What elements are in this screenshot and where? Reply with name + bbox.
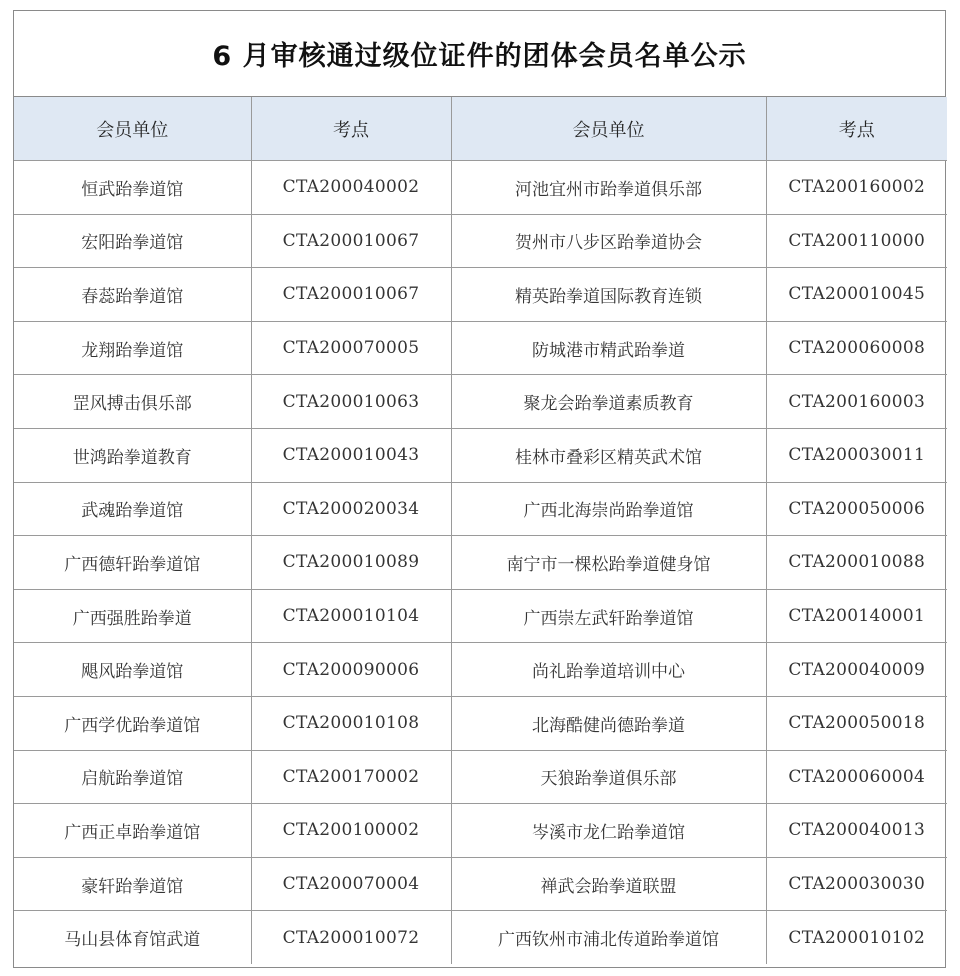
exam-site-code-cell: CTA200030030	[766, 857, 947, 911]
member-unit-cell: 广西强胜跆拳道	[14, 589, 251, 643]
member-unit-cell: 广西正卓跆拳道馆	[14, 804, 251, 858]
member-unit-cell: 桂林市叠彩区精英武术馆	[451, 428, 766, 482]
member-unit-cell: 广西崇左武轩跆拳道馆	[451, 589, 766, 643]
member-unit-cell: 北海酷健尚德跆拳道	[451, 696, 766, 750]
table-row	[14, 214, 947, 268]
member-unit-cell: 禅武会跆拳道联盟	[451, 857, 766, 911]
member-unit-cell: 天狼跆拳道俱乐部	[451, 750, 766, 804]
exam-site-code-cell: CTA200010063	[251, 375, 451, 429]
table-header-row	[14, 97, 947, 161]
exam-site-code-cell: CTA200010043	[251, 428, 451, 482]
table-row	[14, 536, 947, 590]
exam-site-code-cell: CTA200020034	[251, 482, 451, 536]
member-unit-cell: 广西钦州市浦北传道跆拳道馆	[451, 911, 766, 964]
table-row	[14, 911, 947, 964]
exam-site-code-cell: CTA200090006	[251, 643, 451, 697]
member-unit-cell: 豪轩跆拳道馆	[14, 857, 251, 911]
exam-site-code-cell: CTA200010102	[766, 911, 947, 964]
member-unit-cell: 河池宜州市跆拳道俱乐部	[451, 161, 766, 215]
exam-site-code-cell: CTA200100002	[251, 804, 451, 858]
exam-site-code-cell: CTA200060004	[766, 750, 947, 804]
member-unit-cell: 世鸿跆拳道教育	[14, 428, 251, 482]
exam-site-code-cell: CTA200040009	[766, 643, 947, 697]
member-unit-cell: 广西学优跆拳道馆	[14, 696, 251, 750]
page-title: 6 月审核通过级位证件的团体会员名单公示	[14, 11, 945, 97]
exam-site-code-cell: CTA200010088	[766, 536, 947, 590]
table-row	[14, 482, 947, 536]
exam-site-code-cell: CTA200110000	[766, 214, 947, 268]
table-row	[14, 589, 947, 643]
table-row	[14, 375, 947, 429]
table-row	[14, 643, 947, 697]
column-header-member-unit: 会员单位	[451, 97, 766, 161]
exam-site-code-cell: CTA200010108	[251, 696, 451, 750]
member-unit-cell: 飓风跆拳道馆	[14, 643, 251, 697]
exam-site-code-cell: CTA200070005	[251, 321, 451, 375]
exam-site-code-cell: CTA200040013	[766, 804, 947, 858]
member-unit-cell: 马山县体育馆武道	[14, 911, 251, 964]
exam-site-code-cell: CTA200010104	[251, 589, 451, 643]
exam-site-code-cell: CTA200010072	[251, 911, 451, 964]
table-row	[14, 321, 947, 375]
table-row	[14, 696, 947, 750]
member-unit-cell: 广西德轩跆拳道馆	[14, 536, 251, 590]
column-header-member-unit: 会员单位	[14, 97, 251, 161]
exam-site-code-cell: CTA200060008	[766, 321, 947, 375]
exam-site-code-cell: CTA200050018	[766, 696, 947, 750]
member-unit-cell: 广西北海崇尚跆拳道馆	[451, 482, 766, 536]
exam-site-code-cell: CTA200010067	[251, 268, 451, 322]
exam-site-code-cell: CTA200030011	[766, 428, 947, 482]
exam-site-code-cell: CTA200050006	[766, 482, 947, 536]
table-row	[14, 428, 947, 482]
table-row	[14, 161, 947, 215]
table-row	[14, 268, 947, 322]
member-unit-cell: 启航跆拳道馆	[14, 750, 251, 804]
exam-site-code-cell: CTA200010045	[766, 268, 947, 322]
table-row	[14, 857, 947, 911]
member-unit-cell: 罡风搏击俱乐部	[14, 375, 251, 429]
member-unit-cell: 南宁市一棵松跆拳道健身馆	[451, 536, 766, 590]
member-unit-cell: 精英跆拳道国际教育连锁	[451, 268, 766, 322]
exam-site-code-cell: CTA200010067	[251, 214, 451, 268]
member-unit-cell: 春蕊跆拳道馆	[14, 268, 251, 322]
column-header-exam-site: 考点	[251, 97, 451, 161]
member-unit-cell: 武魂跆拳道馆	[14, 482, 251, 536]
exam-site-code-cell: CTA200010089	[251, 536, 451, 590]
member-table	[14, 97, 947, 964]
member-unit-cell: 防城港市精武跆拳道	[451, 321, 766, 375]
column-header-exam-site: 考点	[766, 97, 947, 161]
exam-site-code-cell: CTA200070004	[251, 857, 451, 911]
member-unit-cell: 尚礼跆拳道培训中心	[451, 643, 766, 697]
member-unit-cell: 龙翔跆拳道馆	[14, 321, 251, 375]
exam-site-code-cell: CTA200160002	[766, 161, 947, 215]
member-unit-cell: 宏阳跆拳道馆	[14, 214, 251, 268]
exam-site-code-cell: CTA200140001	[766, 589, 947, 643]
member-unit-cell: 聚龙会跆拳道素质教育	[451, 375, 766, 429]
exam-site-code-cell: CTA200040002	[251, 161, 451, 215]
table-row	[14, 750, 947, 804]
table-row	[14, 804, 947, 858]
member-unit-cell: 贺州市八步区跆拳道协会	[451, 214, 766, 268]
member-unit-cell: 岑溪市龙仁跆拳道馆	[451, 804, 766, 858]
member-list-sheet	[13, 10, 946, 968]
table-body	[14, 161, 947, 964]
member-unit-cell: 恒武跆拳道馆	[14, 161, 251, 215]
exam-site-code-cell: CTA200170002	[251, 750, 451, 804]
exam-site-code-cell: CTA200160003	[766, 375, 947, 429]
